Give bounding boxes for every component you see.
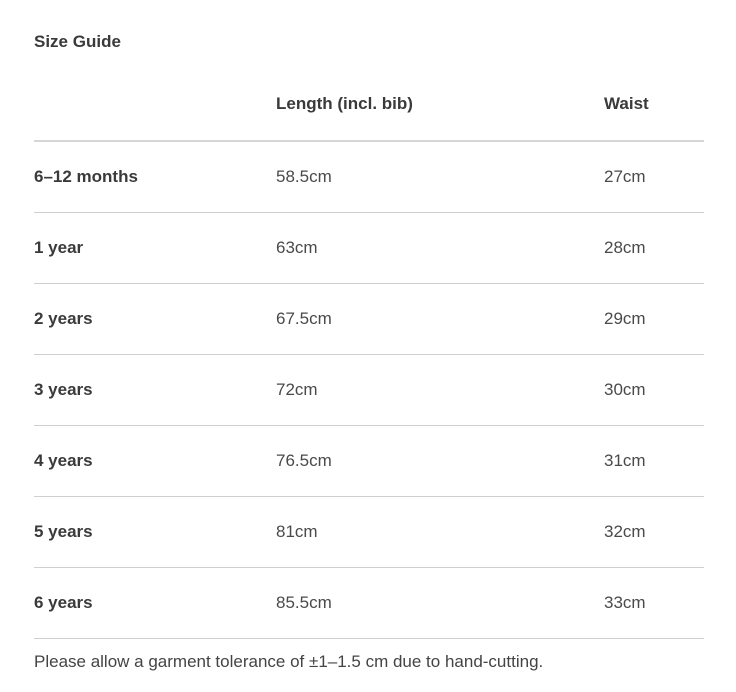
table-row [34, 497, 704, 568]
table-row [34, 213, 704, 284]
waist-cell: 30cm [604, 380, 646, 399]
length-cell: 81cm [276, 522, 318, 541]
size-cell: 2 years [34, 309, 93, 328]
waist-cell: 29cm [604, 309, 646, 328]
table-row [34, 284, 704, 355]
size-guide-title: Size Guide [34, 32, 121, 51]
size-cell: 6–12 months [34, 167, 138, 186]
size-cell: 3 years [34, 380, 93, 399]
length-cell: 85.5cm [276, 593, 332, 612]
header-length: Length (incl. bib) [276, 94, 413, 113]
header-waist: Waist [604, 94, 649, 113]
length-cell: 58.5cm [276, 167, 332, 186]
table-row [34, 426, 704, 497]
size-guide-table [34, 71, 704, 639]
waist-cell: 28cm [604, 238, 646, 257]
length-cell: 63cm [276, 238, 318, 257]
waist-cell: 33cm [604, 593, 646, 612]
size-cell: 1 year [34, 238, 84, 257]
length-cell: 67.5cm [276, 309, 332, 328]
size-cell: 4 years [34, 451, 93, 470]
table-header-row [34, 71, 704, 142]
length-cell: 76.5cm [276, 451, 332, 470]
waist-cell: 32cm [604, 522, 646, 541]
waist-cell: 27cm [604, 167, 646, 186]
table-row [34, 142, 704, 213]
waist-cell: 31cm [604, 451, 646, 470]
tolerance-note: Please allow a garment tolerance of ±1–1.5 cm due to hand-cutting. [34, 652, 544, 671]
table-row [34, 355, 704, 426]
size-cell: 5 years [34, 522, 93, 541]
table-row [34, 568, 704, 639]
size-cell: 6 years [34, 593, 93, 612]
length-cell: 72cm [276, 380, 318, 399]
